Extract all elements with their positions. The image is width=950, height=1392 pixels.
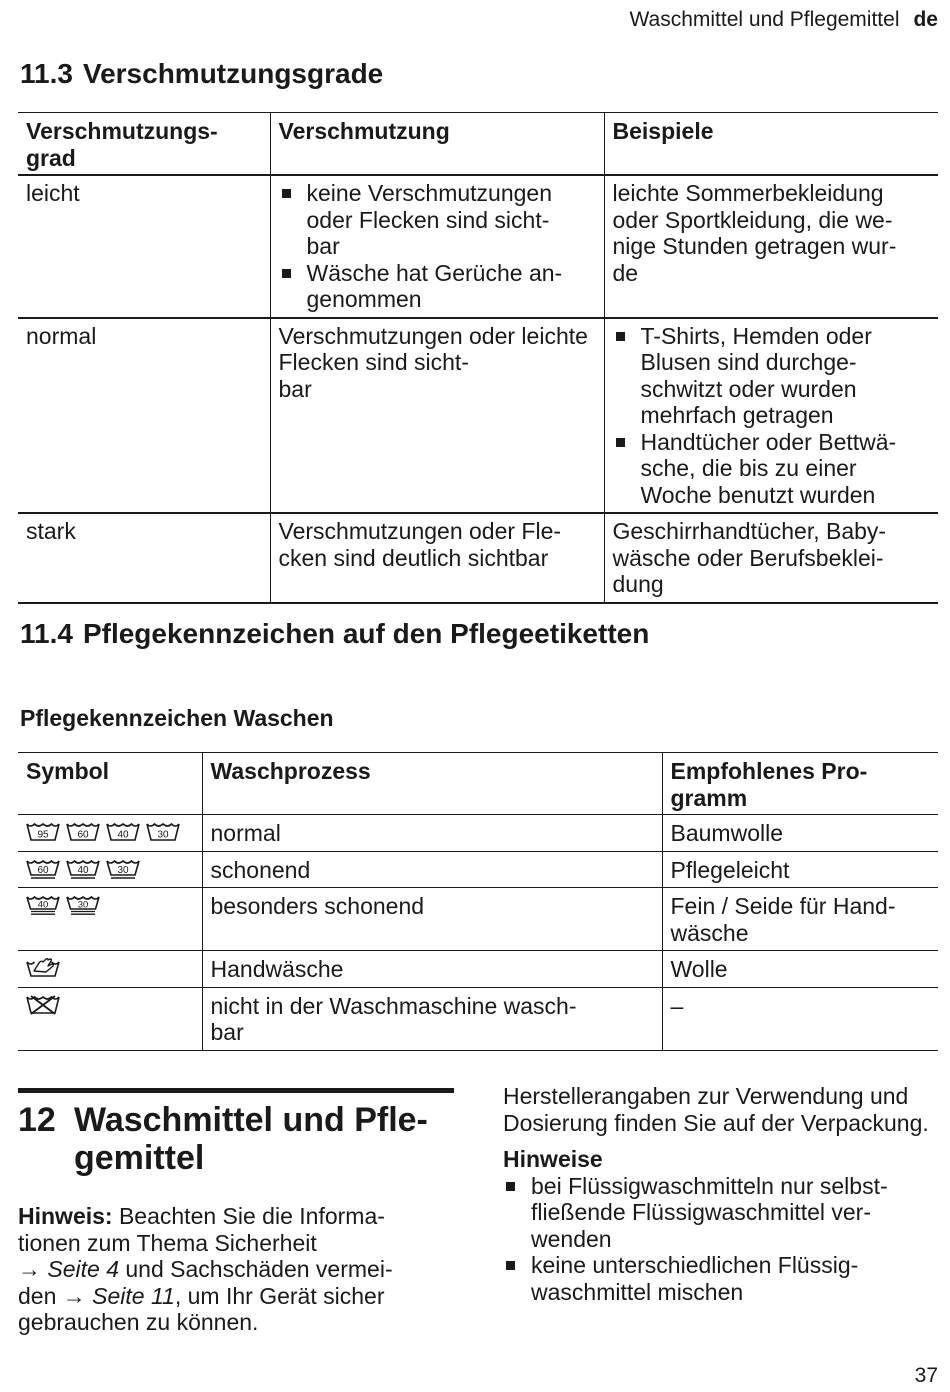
column-header-grade: Verschmutzungs- grad [18,113,270,176]
care-symbols-table [18,752,938,1051]
list-item: Handtücher oder Bettwä- sche, die bis zu einer Woche benutzt wurden [613,429,931,509]
column-header-process: Waschprozess [202,753,662,815]
symbol-cell [18,951,202,988]
grade-cell: leicht [26,180,80,206]
hints-list [503,1173,938,1306]
process-cell: nicht in der Waschmaschine wasch- bar [202,987,662,1050]
process-cell: Handwäsche [202,951,662,988]
examples-cell: Geschirrhandtücher, Baby- wäsche oder Berufsbeklei- dung [604,513,938,603]
running-header-title: Waschmittel und Pflegemittel [629,8,900,31]
chapter-12-left-column [18,1088,454,1336]
list-item: keine Verschmutzungen oder Flecken sind sicht- bar [279,180,596,260]
wash-tub-gentle-icon [106,859,140,879]
process-cell: normal [202,815,662,852]
chapter-12-heading [18,1101,454,1177]
section-number: 11.3 [20,58,73,89]
note-text: und Sachschäden vermei- den [18,1256,393,1309]
wash-temperature: 30 [117,864,129,876]
subsection-title: Pflegekennzeichen Waschen [20,705,334,731]
soiling-cell [270,175,604,318]
wash-temperature: 95 [37,829,49,841]
symbol-cell [18,888,202,951]
section-title: Verschmutzungsgrade [82,58,384,89]
list-item: Wäsche hat Gerüche an- genommen [279,260,596,313]
note-label: Hinweis: [18,1203,113,1229]
wash-tub-gentle-icon [66,859,100,879]
soiling-cell: Verschmutzungen oder leichte Flecken sind sicht- bar [270,318,604,514]
column-header-program: Empfohlenes Pro- gramm [662,753,938,815]
list-item: T-Shirts, Hemden oder Blusen sind durchge- schwitzt oder wurden mehrfach getragen [613,323,931,429]
symbol-cell [18,851,202,888]
table-header-row [18,753,938,815]
column-header-examples: Beispiele [604,113,938,176]
process-cell: schonend [202,851,662,888]
wash-tub-icon [146,822,180,842]
program-cell: Baumwolle [662,815,938,852]
language-code: de [913,8,938,31]
page-number: 37 [914,1364,938,1387]
list-item: bei Flüssigwaschmitteln nur selbst- fließende Flüssigwaschmittel ver- wenden [503,1173,938,1253]
chapter-title: Waschmittel und Pfle- gemittel [74,1101,428,1177]
table-row [18,815,938,852]
symbol-cell [18,815,202,852]
program-cell: – [662,987,938,1050]
table-row [18,175,938,318]
arrow-icon: → [18,1256,41,1282]
grade-cell: normal [18,318,270,514]
section-title: Pflegekennzeichen auf den Pflegeetiketten [82,618,650,649]
manufacturer-info: Herstellerangaben zur Verwendung und Dosierung finden Sie auf der Verpackung. [503,1083,929,1136]
table-row [18,318,938,514]
wash-tub-icon [106,822,140,842]
note-text: Beachten Sie die Informa- tionen zum Thema Sicherheit [18,1203,385,1256]
wash-temperature: 40 [77,864,89,876]
section-11-3-heading [20,58,383,90]
wash-tub-icon [66,822,100,842]
wash-temperature: 30 [77,899,89,911]
hand-wash-icon [26,958,60,978]
process-cell: besonders schonend [202,888,662,951]
arrow-icon: → [62,1282,86,1309]
wash-tub-very-gentle-icon [66,895,100,915]
chapter-number: 12 [18,1101,56,1139]
column-header-soiling: Verschmutzung [270,113,604,176]
table-header-row [18,113,938,176]
wash-temperature: 60 [37,864,49,876]
examples-cell [604,318,938,514]
column-header-symbol: Symbol [18,753,202,815]
chapter-rule [18,1088,454,1093]
table-row [18,987,938,1050]
table-row [18,888,938,951]
running-header [629,8,938,32]
chapter-12-right-column [503,1083,938,1305]
wash-temperature: 40 [37,899,49,911]
table-row [18,851,938,888]
soiling-cell: Verschmutzungen oder Fle- cken sind deutlich sichtbar [270,513,604,603]
program-cell: Wolle [662,951,938,988]
hints-title: Hinweise [503,1146,603,1172]
list-item: keine unterschiedlichen Flüssig- waschmittel mischen [503,1252,938,1305]
wash-temperature: 30 [157,829,169,841]
program-cell: Fein / Seide für Hand- wäsche [662,888,938,951]
wash-tub-gentle-icon [26,859,60,879]
section-11-4-heading [20,618,649,650]
table-row [18,951,938,988]
do-not-wash-icon [26,995,60,1015]
soiling-levels-table [18,112,938,604]
safety-note [18,1203,454,1336]
note-text: , um Ihr Gerät sicher gebrauchen zu können. [18,1282,385,1335]
table-row [18,513,938,603]
page-reference-link[interactable]: Seite 11 [85,1282,175,1309]
page-reference-link[interactable]: Seite 4 [41,1256,119,1282]
wash-tub-icon [26,822,60,842]
wash-temperature: 40 [117,829,129,841]
wash-tub-very-gentle-icon [26,895,60,915]
wash-temperature: 60 [77,829,89,841]
grade-cell: stark [18,513,270,603]
examples-cell: leichte Sommerbekleidung oder Sportkleidung, die we- nige Stunden getragen wur- de [604,175,938,318]
symbol-cell [18,987,202,1050]
program-cell: Pflegeleicht [662,851,938,888]
section-number: 11.4 [20,618,73,649]
